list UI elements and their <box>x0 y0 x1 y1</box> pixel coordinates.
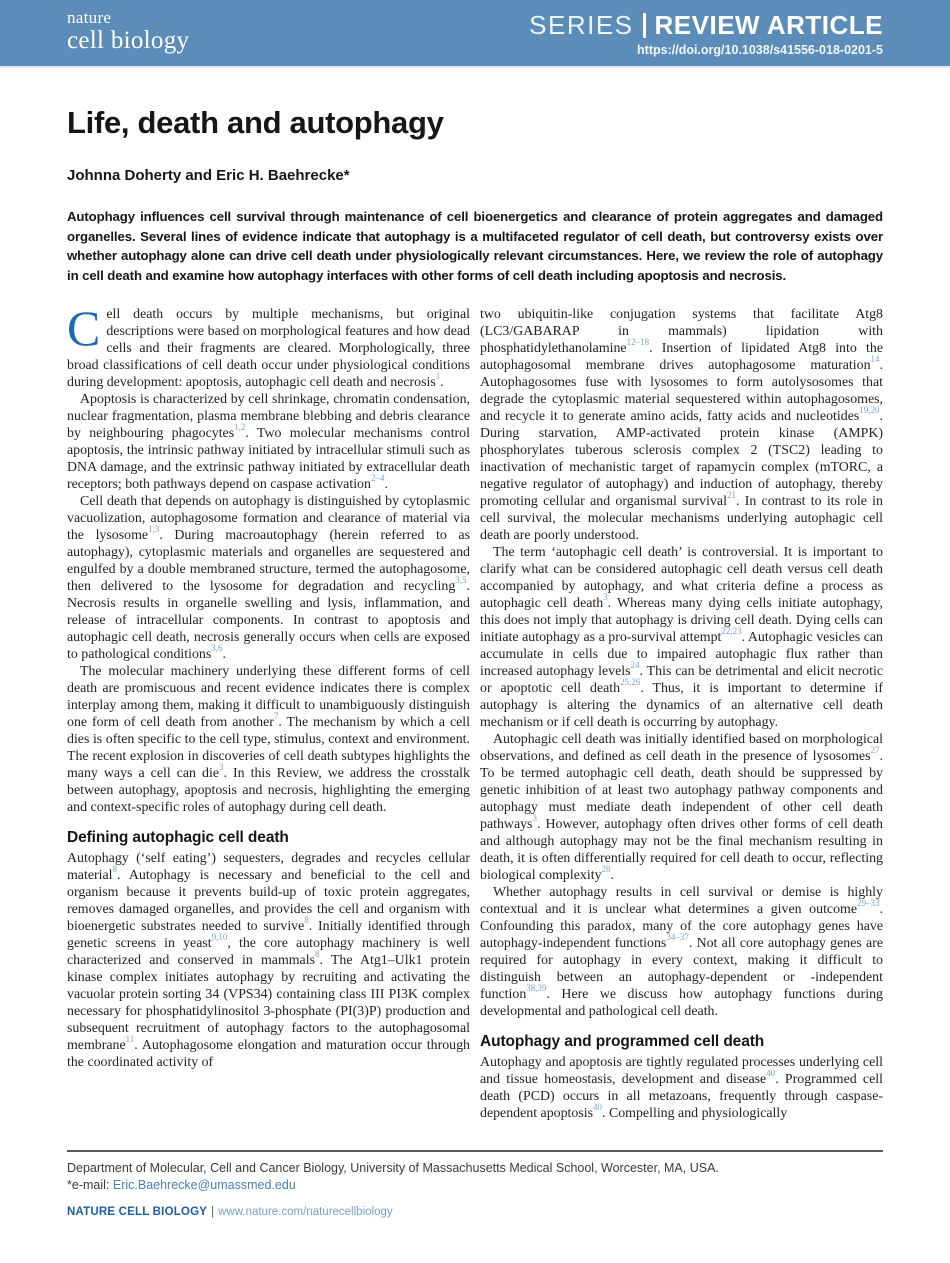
footnote-block <box>67 1150 883 1194</box>
section-heading: Defining autophagic cell death <box>67 829 289 846</box>
abstract-text: Autophagy influences cell survival through maintenance of cell bioenergetics and clearance of protein aggregates and damaged organelles. Several lines of evidence indicate that autophagy is a multifaceted regulator of cell death, but controversy exists over whether autophagy alone can drive cell death under physiologically relevant circumstances. Here, we review the role of autophagy in cell death and examine how autophagy interfaces with other forms of cell death including apoptosis and necrosis. <box>67 209 883 283</box>
reference-superscript[interactable]: 7 <box>273 711 279 722</box>
reference-superscript[interactable]: 1,2 <box>234 422 246 433</box>
reference-superscript[interactable]: 1 <box>435 371 441 382</box>
affiliation-line: Department of Molecular, Cell and Cancer Biology, University of Massachusetts Medical School, Worcester, MA, USA. <box>67 1161 719 1175</box>
reference-superscript[interactable]: 22,23 <box>721 626 742 637</box>
reference-superscript[interactable]: 12–18 <box>626 337 650 348</box>
reference-superscript[interactable]: 3 <box>532 813 537 824</box>
reference-superscript[interactable]: 8 <box>304 915 309 926</box>
body-paragraph: Cell death occurs by multiple mechanisms, but original descriptions were based on morphological features and how dead cells and their fragments are cleared. Morphologically, three broad classifications of cell death occur under physiological conditions during development: apoptosis, autophagic cell death and necrosis$^1$. <box>67 300 470 390</box>
reference-superscript[interactable]: 11 <box>125 1034 135 1045</box>
masthead-right <box>529 0 883 57</box>
reference-superscript[interactable]: 8 <box>315 949 320 960</box>
reference-superscript[interactable]: 21 <box>726 490 736 501</box>
reference-superscript[interactable]: 40 <box>593 1102 603 1113</box>
journal-logo <box>67 0 189 53</box>
email-label: *e-mail: <box>67 1178 110 1192</box>
journal-name: NATURE CELL BIOLOGY <box>67 1206 208 1218</box>
reference-superscript[interactable]: 38,39 <box>526 983 547 994</box>
article-type-label: REVIEW ARTICLE <box>654 10 883 40</box>
reference-superscript[interactable]: 3,5 <box>455 575 467 586</box>
email-line <box>67 1177 883 1194</box>
reference-superscript[interactable]: 1,3 <box>148 524 160 535</box>
body-paragraph: The molecular machinery underlying these different forms of cell death are promiscuous and recent evidence indicates there is complex interplay among them, making it difficult to unambiguously distinguish one form of cell death from another$^7$. The mechanism by which a cell dies is often specific to the cell type, stimulus, context and environment. The recent explosion in discoveries of cell death subtypes highlights the many ways a cell can die$^3$. In this Review, we address the crosstalk between autophagy, apoptosis and necrosis, highlighting the emerging and context-specific roles of autophagy during cell death. <box>67 664 470 815</box>
body-paragraph: Whether autophagy results in cell survival or demise is highly contextual and it is unclear what determines a given outcome$^{29-33}$. Confounding this paradox, many of the core autophagy genes have autophagy-independent functions$^{34-37}$. Not all core autophagy genes are required for autophagy in every context, making it difficult to distinguish between an autophagy-dependent or -independent function$^{38,39}$. Here we discuss how autophagy functions during developmental and pathological cell death. <box>480 885 883 1019</box>
right-column <box>480 306 883 1122</box>
body-paragraph: Autophagic cell death was initially identified based on morphological observations, and defined as cell death in the presence of lysosomes$^{27}$. To be termed autophagic cell death, death should be suppressed by genetic inhibition of at least two autophagy pathway components and autophagy must mediate death independent of other cell death pathways$^3$. However, autophagy often drives other forms of cell death and although autophagy may not be the final mechanism resulting in death, it is often differentially required for cell death to occur, reflecting biological complexity$^{28}$. <box>480 732 883 883</box>
article-title: Life, death and autophagy <box>67 105 444 140</box>
series-label: SERIES <box>529 10 634 40</box>
reference-superscript[interactable]: 29–33 <box>857 898 880 909</box>
body-paragraph: Cell death that depends on autophagy is distinguished by cytoplasmic vacuolization, autophagosome formation and clearance of material via the lysosome$^{1,3}$. During macroautophagy (herein referred to as autophagy), cytoplasmic materials and organelles are sequestered and engulfed by a double membraned structure, termed the autophagosome, then delivered to the lysosome for degradation and recycling$^{3,5}$. Necrosis results in organelle swelling and lysis, inflammation, and release of intracellular components. In contrast to apoptosis and autophagic cell death, necrosis generally occurs when cells are exposed to pathological conditions$^{3,6}$. <box>67 494 470 662</box>
article-content <box>0 105 950 1122</box>
reference-superscript[interactable]: 27 <box>870 745 880 756</box>
reference-superscript[interactable]: 2–4 <box>370 473 385 484</box>
reference-superscript[interactable]: 19,20 <box>859 405 880 416</box>
section-heading: Autophagy and programmed cell death <box>480 1033 765 1050</box>
reference-superscript[interactable]: 24 <box>630 660 640 671</box>
reference-superscript[interactable]: 8 <box>112 864 118 875</box>
body-paragraph: The term ‘autophagic cell death’ is controversial. It is important to clarify what can be considered autophagic cell death versus cell death accompanied by autophagy, and what criteria define a process as autophagic cell death$^3$. Whereas many dying cells initiate autophagy, this does not imply that autophagy is driving cell death. Dying cells can initiate autophagy as a pro-survival attempt$^{22,23}$. Autophagic vesicles can accumulate in cells due to impaired autophagic flux rather than increased autophagy levels$^{24}$. This can be detrimental and elicit necrotic or apoptotic cell death$^{25,26}$. Thus, it is important to determine if autophagy is altering the dynamics of an alternative cell death mechanism or if cell death is occurring by autophagy. <box>480 545 884 730</box>
doi-link[interactable]: https://doi.org/10.1038/s41556-018-0201-5 <box>637 43 883 57</box>
series-line <box>529 10 883 41</box>
journal-logo-line2: cell biology <box>67 27 190 54</box>
reference-superscript[interactable]: 9,10 <box>211 932 228 943</box>
reference-superscript[interactable]: 25,26 <box>620 677 641 688</box>
journal-footer-line <box>67 1206 393 1218</box>
journal-url-link[interactable]: www.nature.com/naturecellbiology <box>218 1206 393 1218</box>
reference-superscript[interactable]: 3,6 <box>211 643 223 654</box>
body-paragraph: Apoptosis is characterized by cell shrinkage, chromatin condensation, nuclear fragmentation, plasma membrane blebbing and debris clearance by neighbouring phagocytes$^{1,2}$. Two molecular mechanisms control apoptosis, the intrinsic pathway initiated by intracellular stimuli such as DNA damage, and the extrinsic pathway initiated by extracellular death receptors; both pathways depend on caspase activation$^{2-4}$. <box>67 392 470 492</box>
journal-pipe: | <box>211 1206 215 1218</box>
reference-superscript[interactable]: 3 <box>219 762 224 773</box>
series-divider-bar <box>643 13 646 38</box>
email-link[interactable]: Eric.Baehrecke@umassmed.edu <box>112 1178 296 1192</box>
left-column <box>67 300 471 1122</box>
reference-superscript[interactable]: 14 <box>870 354 880 365</box>
body-columns <box>67 300 884 1122</box>
reference-superscript[interactable]: 3 <box>603 592 608 603</box>
drop-cap: C <box>67 300 101 356</box>
body-paragraph: two ubiquitin-like conjugation systems that facilitate Atg8 (LC3/GABARAP in mammals) lipidation with phosphatidylethanolamine$^{12-18}$. Insertion of lipidated Atg8 into the autophagosomal membrane drives autophagosome maturation$^{14}$. Autophagosomes fuse with lysosomes to form autolysosomes that degrade the cytoplasmic material sequestered within autophagosomes, and recycle it to generate amino acids, fatty acids and nucleotides$^{19,20}$. During starvation, AMP-activated protein kinase (AMPK) phosphorylates tuberous sclerosis complex 2 (TSC2) leading to inactivation of mechanistic target of rapamycin complex (mTORC, a negative regulator of autophagy) and induction of autophagy, thereby promoting cellular and organismal survival$^{21}$. In contrast to its role in cell survival, the molecular mechanisms underlying autophagic cell death are poorly understood. <box>480 307 883 543</box>
journal-masthead <box>0 0 950 68</box>
authors-line: Johnna Doherty and Eric H. Baehrecke* <box>67 167 350 184</box>
body-paragraph: Autophagy and apoptosis are tightly regulated processes underlying cell and tissue homeostasis, development and disease$^{40}$. Programmed cell death (PCD) occurs in all metazoans, frequently through caspase-dependent apoptosis$^{40}$. Compelling and physiologically <box>480 1055 883 1121</box>
body-paragraph: Autophagy (‘self eating’) sequesters, degrades and recycles cellular material$^8$. Autophagy is necessary and beneficial to the cell and organism because it prevents build-up of toxic protein aggregates, removes damaged organelles, and provides the cell and organism with bioenergetic substrates needed to survive$^8$. Initially identified through genetic screens in yeast$^{9,10}$, the core autophagy machinery is well characterized and conserved in mammals$^8$. The Atg1–Ulk1 protein kinase complex initiates autophagy by recruiting and activating the vacuolar protein sorting 34 (VPS34) containing class III PI3K complex necessary for phosphatidylinositol 3-phosphate (PI(3)P) production and subsequent recruitment of autophagy factors to the autophagosomal membrane$^{11}$. Autophagosome elongation and maturation occur through the coordinated activity of <box>67 851 471 1070</box>
reference-superscript[interactable]: 28 <box>601 864 611 875</box>
journal-logo-line1: nature <box>67 8 112 27</box>
reference-superscript[interactable]: 34–37 <box>666 932 689 943</box>
reference-superscript[interactable]: 40 <box>766 1068 776 1079</box>
